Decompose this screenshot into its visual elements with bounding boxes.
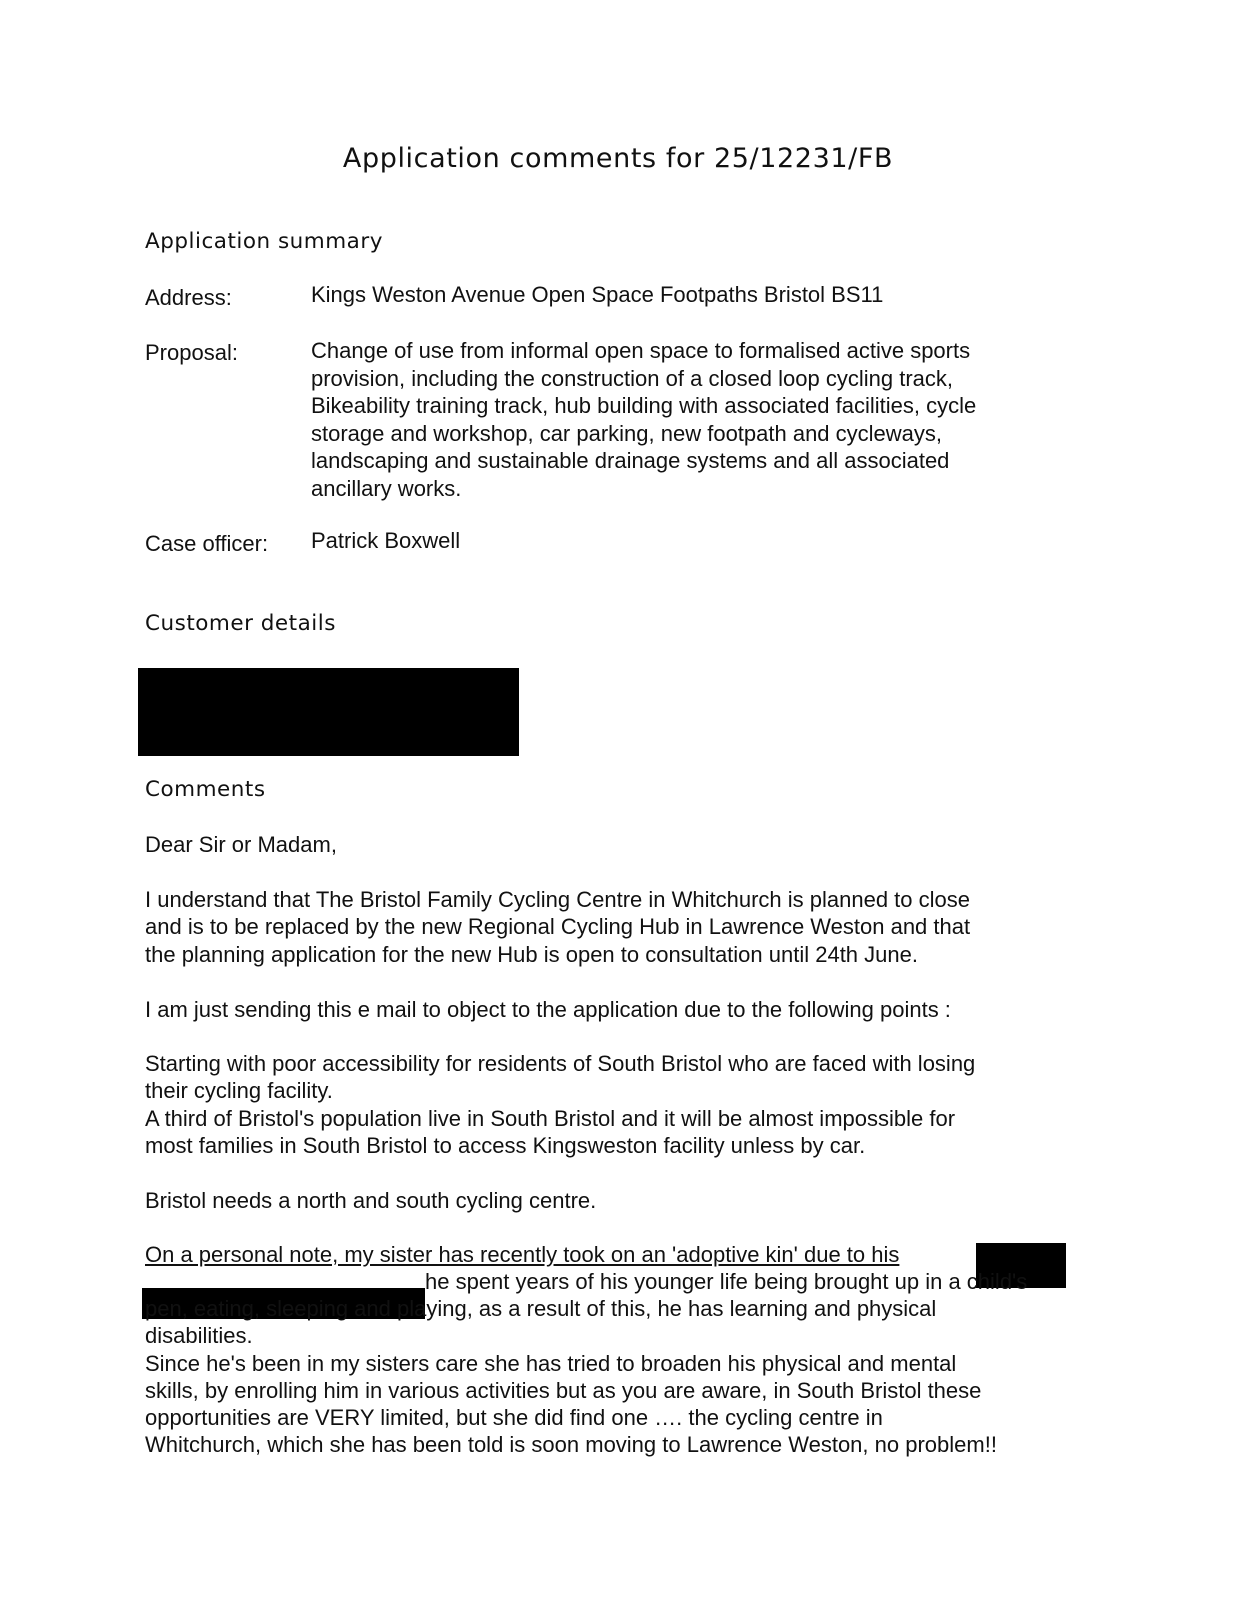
comment-line: A third of Bristol's population live in South Bristol and it will be almost impossible for [145,1105,956,1131]
comment-line: their cycling facility. [145,1078,333,1104]
proposal-line: ancillary works. [311,475,462,501]
comment-line: most families in South Bristol to access Kingsweston facility unless by car. [145,1132,866,1158]
comment-line: the planning application for the new Hub is open to consultation until 24th June. [145,941,918,967]
comment-paragraph-1 [145,886,1085,968]
document-title: Application comments for 25/12231/FB [342,143,894,174]
comment-line: Whitchurch, which she has been told is soon moving to Lawrence Weston, no problem!! [145,1432,997,1458]
proposal-line: storage and workshop, car parking, new footpath and cycleways, [311,420,943,446]
comment-line: pen, eating, sleeping and playing, as a result of this, he has learning and physical [145,1296,937,1321]
proposal-line: Bikeability training track, hub building with associated facilities, cycle [311,393,977,418]
proposal-value [311,337,1081,502]
proposal-line: Change of use from informal open space to formalised active sports [311,338,971,363]
address-value: Kings Weston Avenue Open Space Footpaths Bristol BS11 [311,282,884,307]
proposal-line: landscaping and sustainable drainage systems and all associated [311,448,950,473]
comment-line: Starting with poor accessibility for residents of South Bristol who are faced with losing [145,1051,976,1076]
comment-line: opportunities are VERY limited, but she did find one …. the cycling centre in [145,1405,883,1431]
address-label: Address: [145,285,232,310]
comment-paragraph-5-line-1: On a personal note, my sister has recently took on an 'adoptive kin' due to his [145,1242,900,1267]
proposal-line: provision, including the construction of a closed loop cycling track, [311,365,954,391]
comment-greeting: Dear Sir or Madam, [145,832,337,857]
comment-paragraph-2: I am just sending this e mail to object to the application due to the following points : [145,997,951,1022]
comment-line: Since he's been in my sisters care she has tried to broaden his physical and mental [145,1350,957,1376]
application-summary-heading: Application summary [145,229,383,254]
customer-details-redaction [138,668,519,756]
case-officer-label: Case officer: [145,531,269,556]
comment-paragraph-3 [145,1050,1085,1159]
comment-line: I understand that The Bristol Family Cycling Centre in Whitchurch is planned to close [145,887,970,912]
case-officer-value: Patrick Boxwell [311,528,461,553]
comment-line: disabilities. [145,1323,253,1349]
comment-paragraph-5-rest [145,1295,1085,1459]
comment-paragraph-5-line-2: he spent years of his younger life being brought up in a child's [425,1269,1028,1294]
customer-details-heading: Customer details [145,611,336,636]
comment-paragraph-4: Bristol needs a north and south cycling centre. [145,1188,597,1213]
comment-line: and is to be replaced by the new Regional Cycling Hub in Lawrence Weston and that [145,914,971,940]
comments-heading: Comments [145,777,266,802]
comment-line: skills, by enrolling him in various activities but as you are aware, in South Bristol these [145,1377,982,1403]
proposal-label: Proposal: [145,340,238,365]
